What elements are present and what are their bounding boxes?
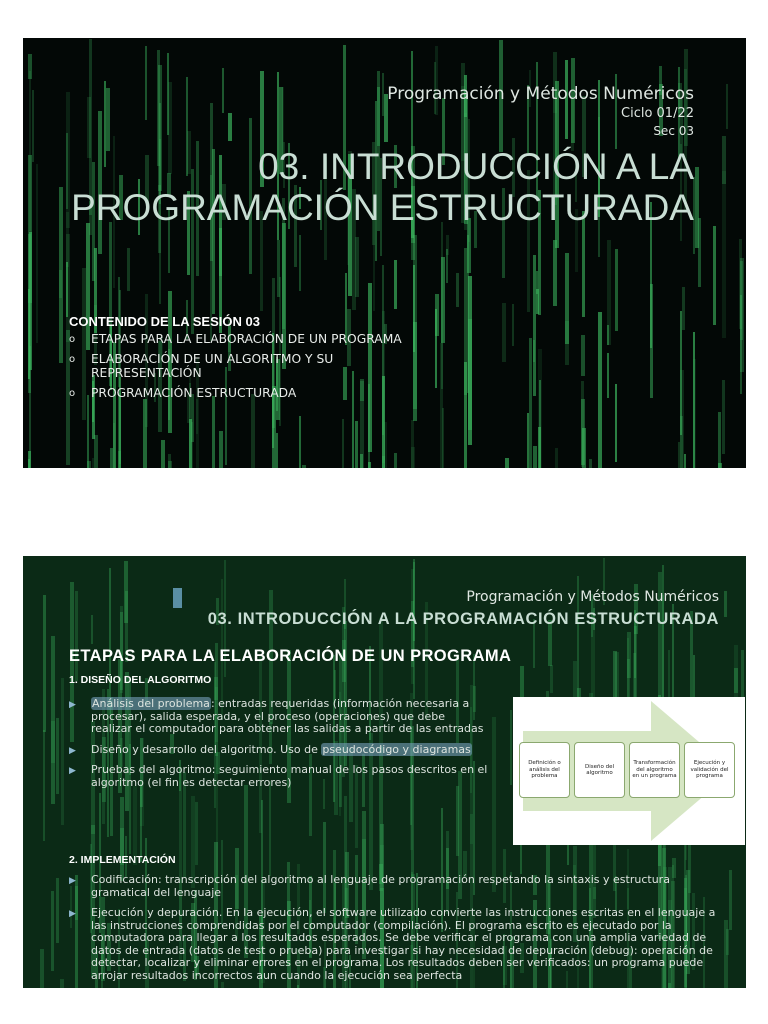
contents-item: o ETAPAS PARA LA ELABORACIÓN DE UN PROGRAMA bbox=[69, 332, 402, 346]
triangle-bullet-icon: ▶ bbox=[69, 700, 76, 710]
highlight: Análisis del problema bbox=[92, 697, 210, 710]
diagram-step: Definición o análisis del problema bbox=[519, 742, 570, 798]
diagram-step: Transformación del algoritmo en un programa bbox=[629, 742, 680, 798]
list-item: ▶ Análisis del problema: entradas requeridas (información necesaria a procesar), salida esperada, y el proceso (operaciones) que debe realizar el computador para obtener las salidas a partir de las entradas bbox=[69, 697, 484, 735]
diagram-step: Diseño del algoritmo bbox=[574, 742, 625, 798]
triangle-bullet-icon: ▶ bbox=[69, 876, 76, 886]
program-stages-slide bbox=[23, 556, 746, 988]
contents-heading: CONTENIDO DE LA SESIÓN 03 bbox=[69, 314, 260, 329]
list-item: ▶ Ejecución y depuración. En la ejecución, el software utilizado convierte las instrucciones escritas en el lenguaje a las instrucciones comprendidas por el computador (compilación). El programa escrito es ejecutado por la computadora para llegar a los resultados esperados. Se debe verificar el programa con una amplia variedad de datos de entrada (datos de test o prueba) para investigar si hay necesidad de depuración (debug): operación de detectar, localizar y eliminar errores en el programa. Los resultados deben ser verificados: un programa puede arrojar resultados incorrectos aun cuando la ejecución sea perfecta bbox=[69, 906, 716, 982]
process-diagram bbox=[513, 697, 745, 845]
title-slide bbox=[23, 38, 746, 468]
slide-heading: ETAPAS PARA LA ELABORACIÓN DE UN PROGRAMA bbox=[69, 647, 512, 665]
bullet-marker: o bbox=[69, 388, 76, 399]
session-contents bbox=[69, 314, 429, 406]
diagram-step: Ejecución y validación del programa bbox=[684, 742, 735, 798]
cycle-label: Ciclo 01/22 bbox=[621, 106, 694, 121]
highlight: pseudocódigo y diagramas bbox=[322, 742, 471, 756]
section-label: Sec 03 bbox=[653, 124, 694, 138]
bullet-marker: o bbox=[69, 334, 76, 345]
slide-title: 03. INTRODUCCIÓN A LA PROGRAMACIÓN ESTRUCTURADA bbox=[71, 146, 694, 228]
list-item: ▶ Pruebas del algoritmo: seguimiento manual de los pasos descritos en el algoritmo (el fin es detectar errores) bbox=[69, 763, 488, 789]
slide-title: 03. INTRODUCCIÓN A LA PROGRAMACIÓN ESTRUCTURADA bbox=[207, 610, 719, 628]
triangle-bullet-icon: ▶ bbox=[69, 909, 76, 919]
design-bullets bbox=[69, 698, 489, 797]
triangle-bullet-icon: ▶ bbox=[69, 766, 76, 776]
section-title-design: 1. DISEÑO DEL ALGORITMO bbox=[69, 674, 212, 686]
contents-item: o PROGRAMACIÓN ESTRUCTURADA bbox=[69, 386, 297, 400]
contents-item: o ELABORACIÓN DE UN ALGORITMO Y SU REPRESENTACIÓN bbox=[69, 352, 334, 380]
title-marker bbox=[173, 588, 182, 608]
triangle-bullet-icon: ▶ bbox=[69, 745, 76, 756]
course-name: Programación y Métodos Numéricos bbox=[466, 589, 719, 605]
bullet-marker: o bbox=[69, 354, 76, 365]
list-item: ▶ Diseño y desarrollo del algoritmo. Uso de pseudocódigo y diagramas bbox=[69, 742, 471, 756]
implementation-bullets bbox=[69, 874, 719, 988]
section-title-implementation: 2. IMPLEMENTACIÓN bbox=[69, 854, 176, 866]
course-name: Programación y Métodos Numéricos bbox=[387, 84, 694, 104]
list-item: ▶ Codificación: transcripción del algoritmo al lenguaje de programación respetando la sintaxis y estructura gramatical del lenguaje bbox=[69, 873, 670, 899]
